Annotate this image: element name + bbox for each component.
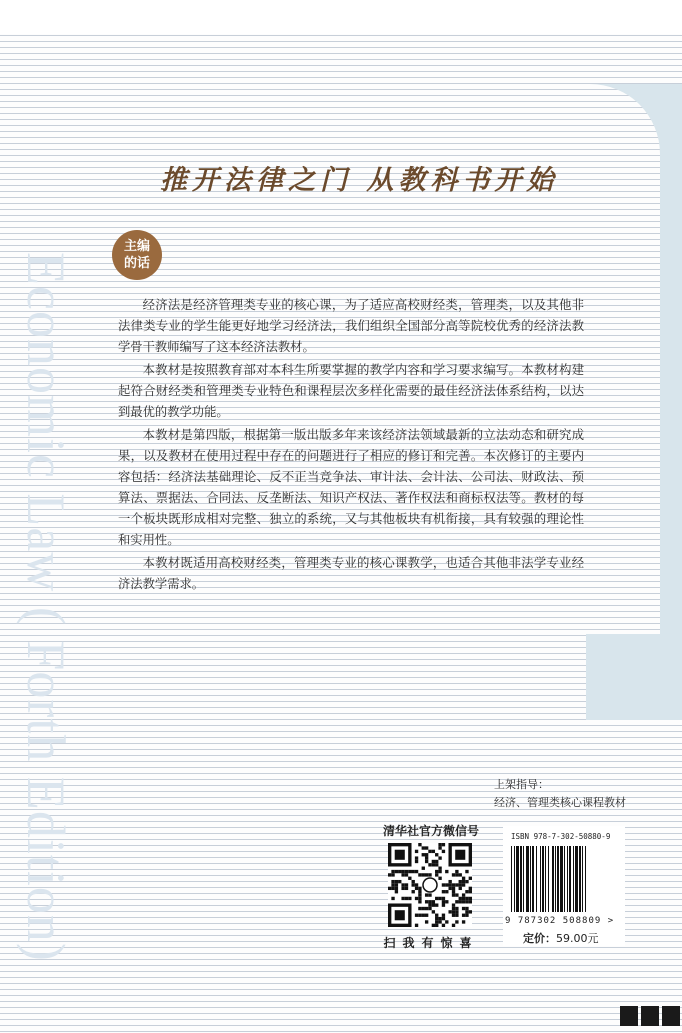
paragraph-1: 经济法是经济管理类专业的核心课，为了适应高校财经类，管理类，以及其他非法律类专业的学生能更好地学习经济法，我们组织全国部分高等院校优秀的经济法教学骨干教师编写了这本经济法教材。 <box>118 298 584 354</box>
shelf-label: 上架指导： <box>494 778 549 791</box>
corner-block-2 <box>641 1006 659 1026</box>
top-margin <box>0 0 682 34</box>
wechat-title: 清华社官方微信号 <box>382 824 479 838</box>
editor-note-text <box>118 295 584 597</box>
qr-code-graphic <box>388 843 472 927</box>
watermark-title: Economic Law ( Forth Edition) <box>16 252 76 962</box>
barcode-box <box>503 826 625 946</box>
paragraph-3: 本教材是第四版，根据第一版出版多年来该经济法领域最新的立法动态和研究成果，以及教材在使用过程中存在的问题进行了相应的修订和完善。本次修订的主要内容包括：经济法基础理论、反不正当竞争法、审计法、会计法、公司法、财政法、预算法、票据法、合同法、反垄断法、知识产权法、著作权法和商标权法等。教材的每一个板块既形成相对完整、独立的系统，又与其他板块有机衔接，具有较强的理论性和实用性。 <box>118 428 584 547</box>
corner-block-1 <box>620 1006 638 1026</box>
paragraph-2: 本教材是按照教育部对本科生所要掌握的教学内容和学习要求编写。本教材构建起符合财经类和管理类专业特色和课程层次多样化需要的最佳经济法体系结构，以达到最优的教学功能。 <box>118 363 584 419</box>
barcode-digits: 9 787302 508809 > <box>505 916 615 926</box>
barcode-graphic <box>511 846 617 914</box>
corner-block-3 <box>662 1006 680 1026</box>
badge-line-2: 的话 <box>123 256 150 271</box>
price-value: 59.00元 <box>556 932 599 945</box>
editor-note-badge <box>112 230 162 280</box>
badge-line-1: 主编 <box>123 239 150 254</box>
paragraph-4: 本教材既适用高校财经类，管理类专业的核心课教学，也适合其他非法学专业经济法教学需求。 <box>118 556 584 591</box>
shelf-guide <box>494 776 674 812</box>
price-label: 定价： <box>523 932 556 945</box>
qr-code[interactable] <box>388 843 472 927</box>
shelf-value: 经济、管理类核心课程教材 <box>494 796 626 809</box>
price <box>523 930 599 946</box>
isbn-text: ISBN 978-7-302-50880-9 <box>511 832 611 841</box>
slogan: 推开法律之门 从教科书开始 <box>160 165 559 196</box>
scan-prompt: 扫我有惊喜 <box>383 936 479 950</box>
